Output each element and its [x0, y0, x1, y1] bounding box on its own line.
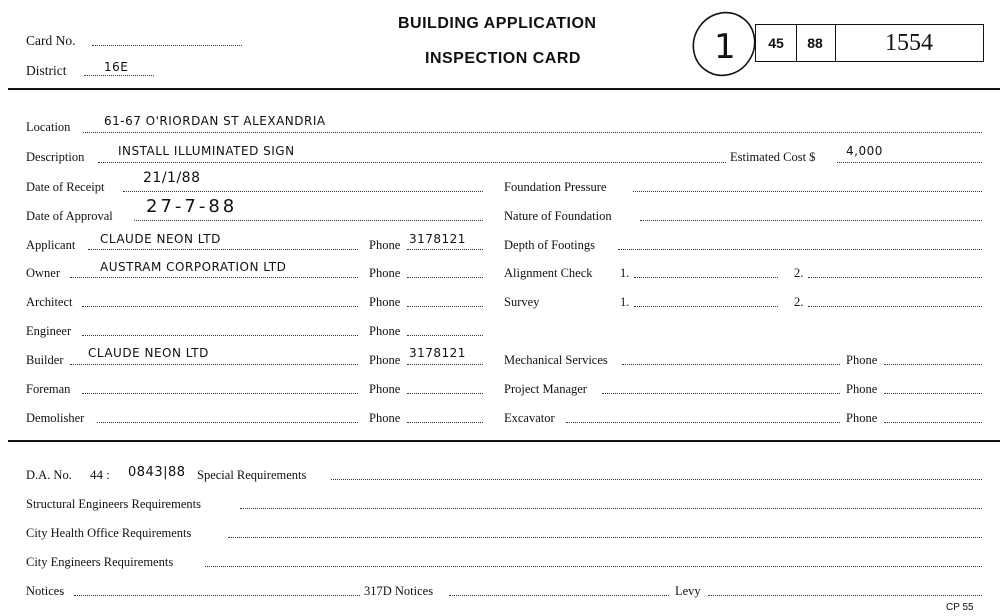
district-value: 16E: [104, 60, 129, 74]
structural-engineers-label: Structural Engineers Requirements: [26, 497, 201, 511]
engineer-field[interactable]: [82, 335, 358, 336]
nature-foundation-label: Nature of Foundation: [504, 209, 612, 223]
architect-field[interactable]: [82, 306, 358, 307]
header-divider: [8, 88, 1000, 90]
alignment-check-num2: 2.: [794, 266, 804, 280]
estimated-cost-field[interactable]: [837, 162, 982, 163]
district-field[interactable]: [84, 75, 154, 76]
card-code-box-1: 45: [755, 24, 797, 62]
nature-foundation-field[interactable]: [640, 220, 982, 221]
mechanical-phone-label: Phone: [846, 353, 878, 367]
builder-phone-field[interactable]: [407, 364, 483, 365]
description-label: Description: [26, 150, 85, 164]
engineer-phone-label: Phone: [369, 324, 401, 338]
estimated-cost-label: Estimated Cost $: [730, 150, 816, 164]
structural-engineers-field[interactable]: [240, 508, 982, 509]
builder-value: CLAUDE NEON LTD: [88, 346, 209, 360]
foreman-field[interactable]: [82, 393, 358, 394]
project-manager-phone-field[interactable]: [884, 393, 982, 394]
alignment-check-field-2[interactable]: [808, 277, 982, 278]
foundation-pressure-label: Foundation Pressure: [504, 180, 607, 194]
applicant-phone-label: Phone: [369, 238, 401, 252]
form-title-line2: INSPECTION CARD: [425, 50, 581, 67]
builder-field[interactable]: [70, 364, 358, 365]
foreman-label: Foreman: [26, 382, 71, 396]
architect-phone-field[interactable]: [407, 306, 483, 307]
card-number-box: 1554: [835, 24, 984, 62]
date-approval-field[interactable]: [134, 220, 483, 221]
da-number-value: 0843|88: [128, 465, 186, 480]
applicant-value: CLAUDE NEON LTD: [100, 232, 221, 246]
owner-value: AUSTRAM CORPORATION LTD: [100, 260, 287, 274]
date-receipt-label: Date of Receipt: [26, 180, 105, 194]
special-requirements-label: Special Requirements: [197, 468, 307, 482]
city-engineers-label: City Engineers Requirements: [26, 555, 174, 569]
owner-field[interactable]: [70, 277, 358, 278]
notices-317d-label: 317D Notices: [364, 584, 434, 598]
excavator-label: Excavator: [504, 411, 555, 425]
description-field[interactable]: [98, 162, 726, 163]
mechanical-services-field[interactable]: [622, 364, 840, 365]
estimated-cost-value: 4,000: [846, 144, 883, 158]
survey-field-2[interactable]: [808, 306, 982, 307]
alignment-check-label: Alignment Check: [504, 266, 593, 280]
alignment-check-num1: 1.: [620, 266, 630, 280]
da-prefix: 44 :: [90, 467, 110, 482]
architect-label: Architect: [26, 295, 73, 309]
survey-num2: 2.: [794, 295, 804, 309]
footer-divider: [8, 440, 1000, 442]
foreman-phone-label: Phone: [369, 382, 401, 396]
survey-label: Survey: [504, 295, 540, 309]
builder-label: Builder: [26, 353, 64, 367]
project-manager-label: Project Manager: [504, 382, 587, 396]
location-label: Location: [26, 120, 71, 134]
city-health-label: City Health Office Requirements: [26, 526, 192, 540]
form-code: CP 55: [946, 602, 974, 613]
survey-num1: 1.: [620, 295, 630, 309]
notices-317d-field[interactable]: [449, 595, 669, 596]
builder-phone-label: Phone: [369, 353, 401, 367]
depth-footings-field[interactable]: [618, 249, 982, 250]
owner-phone-field[interactable]: [407, 277, 483, 278]
city-health-field[interactable]: [228, 537, 982, 538]
excavator-phone-field[interactable]: [884, 422, 982, 423]
location-value: 61-67 O'RIORDAN ST ALEXANDRIA: [104, 114, 326, 128]
alignment-check-field-1[interactable]: [634, 277, 778, 278]
date-approval-label: Date of Approval: [26, 209, 113, 223]
applicant-label: Applicant: [26, 238, 76, 252]
applicant-field[interactable]: [88, 249, 358, 250]
location-field[interactable]: [83, 132, 982, 133]
city-engineers-field[interactable]: [205, 566, 982, 567]
applicant-phone-value: 3178121: [409, 232, 466, 246]
district-label: District: [26, 63, 67, 78]
foreman-phone-field[interactable]: [407, 393, 483, 394]
card-no-label: Card No.: [26, 33, 76, 48]
project-manager-phone-label: Phone: [846, 382, 878, 396]
svg-text:1: 1: [714, 27, 736, 67]
foundation-pressure-field[interactable]: [633, 191, 982, 192]
notices-field[interactable]: [74, 595, 360, 596]
demolisher-phone-field[interactable]: [407, 422, 483, 423]
demolisher-phone-label: Phone: [369, 411, 401, 425]
special-requirements-field[interactable]: [331, 479, 982, 480]
form-title-line1: BUILDING APPLICATION: [398, 15, 597, 32]
card-code-box-2: 88: [795, 24, 836, 62]
date-receipt-field[interactable]: [123, 191, 483, 192]
levy-label: Levy: [675, 584, 701, 598]
builder-phone-value: 3178121: [409, 346, 466, 360]
demolisher-field[interactable]: [97, 422, 358, 423]
mechanical-phone-field[interactable]: [884, 364, 982, 365]
project-manager-field[interactable]: [602, 393, 840, 394]
circled-mark: [688, 6, 760, 78]
date-approval-value: 27-7-88: [146, 196, 238, 217]
engineer-label: Engineer: [26, 324, 72, 338]
card-no-field[interactable]: [92, 45, 242, 46]
demolisher-label: Demolisher: [26, 411, 85, 425]
owner-label: Owner: [26, 266, 61, 280]
owner-phone-label: Phone: [369, 266, 401, 280]
mechanical-services-label: Mechanical Services: [504, 353, 608, 367]
notices-label: Notices: [26, 584, 65, 598]
date-receipt-value: 21/1/88: [143, 170, 201, 186]
levy-field[interactable]: [708, 595, 982, 596]
engineer-phone-field[interactable]: [407, 335, 483, 336]
description-value: INSTALL ILLUMINATED SIGN: [118, 144, 295, 158]
applicant-phone-field[interactable]: [407, 249, 483, 250]
depth-footings-label: Depth of Footings: [504, 238, 595, 252]
excavator-phone-label: Phone: [846, 411, 878, 425]
excavator-field[interactable]: [566, 422, 840, 423]
architect-phone-label: Phone: [369, 295, 401, 309]
da-no-label: D.A. No.: [26, 468, 72, 482]
survey-field-1[interactable]: [634, 306, 778, 307]
